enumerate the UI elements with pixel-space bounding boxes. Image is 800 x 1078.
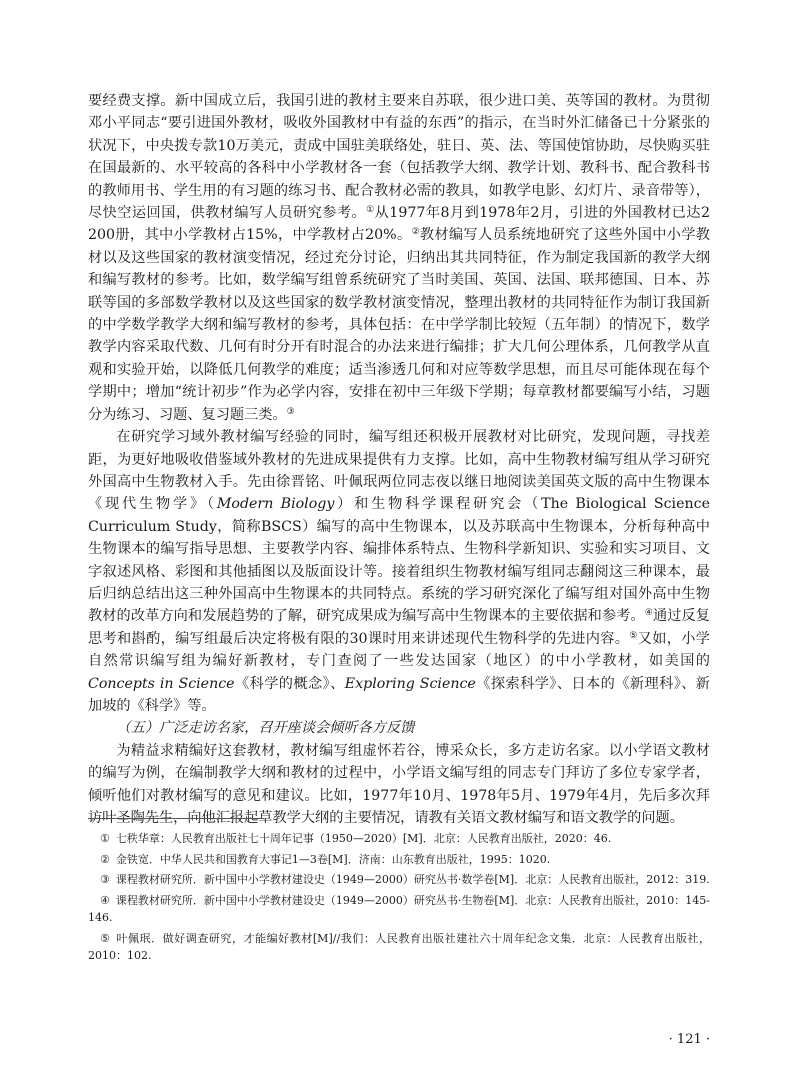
paragraph — [88, 426, 710, 717]
footnote — [88, 892, 710, 927]
footnote-text: 金铁宽．中华人民共和国教育大事记1—3卷[M]．济南：山东教育出版社，1995：1020. — [115, 852, 551, 866]
footnote-mark: ⑤ — [100, 931, 111, 945]
footnote-reference: ③ — [286, 406, 295, 417]
text-run: 从1977年8月到1978年2月，引进的外国教材已达2 200册，其中小学教材占15%，中学教材占20%。 — [88, 205, 710, 244]
footnote-divider — [88, 818, 264, 819]
footnote-text: 课程教材研究所．新中国中小学教材建设史（1949—2000）研究丛书·生物卷[M]．北京：人民教育出版社，2010：145-146. — [88, 893, 710, 924]
body-text — [88, 90, 710, 829]
text-run: 为精益求精编好这套教材，教材编写组虚怀若谷，博采众长，多方走访名家。以小学语文教材的编写为例，在编制教学大纲和教材的过程中，小学语文编写组的同志专门拜访了多位专家学者，倾听他们对教材编写的意见和建议。比如，1977年10月、1978年5月、1979年4月，先后多次拜访叶圣陶先生，向他汇报起草教学大纲的主要情况，请教有关语文教材编写和语文教学的问题。 — [88, 742, 710, 826]
text-run: 通过反复思考和斟酌，编写组最后决定将极有限的30课时用来讲述现代生物科学的先进内容。 — [88, 608, 710, 647]
text-run: 要经费支撑。新中国成立后，我国引进的教材主要来自苏联，很少进口美、英等国的教材。为贯彻邓小平同志“要引进国外教材，吸收外国教材中有益的东西”的指示，在当时外汇储备已十分紧张的状况下，中央拨专款10万美元，责成中国驻美联络处，驻日、英、法、等国使馆协助，尽快购买驻在国最新的、水平较高的各科中小学教材各一套（包括教学大纲、教学计划、教科书、配合教科书的教师用书、学生用的有习题的练习书、配合教材必需的教具，如教学电影、幻灯片、录音带等），尽快空运回国，供教材编写人员研究参考。 — [88, 93, 710, 222]
text-run: 在研究学习域外教材编写经验的同时，编写组还积极开展教材对比研究，发现问题，寻找差距，为更好地吸收借鉴域外教材的先进成果提供有力支撑。比如，高中生物教材编写组从学习研究外国高中生物教材入手。先由徐晋铭、叶佩珉两位同志夜以继日地阅读美国英文版的高中生物课本《现代生物学》（ — [88, 429, 710, 513]
footnote-text: 叶佩珉．做好调查研究，才能编好教材[M]//我们：人民教育出版社建社六十周年纪念文集．北京：人民教育出版社，2010：102. — [88, 931, 710, 962]
text-run: 又如，小学自然常识编写组为编好新教材，专门查阅了一些发达国家（地区）的中小学教材，如美国的 — [88, 630, 710, 670]
footnote-reference: ④ — [644, 608, 653, 619]
footnote-mark: ② — [100, 852, 110, 866]
footnote-text: 课程教材研究所．新中国中小学教材建设史（1949—2000）研究丛书·数学卷[M]．北京：人民教育出版社，2012：319. — [115, 873, 710, 886]
italic-title: Modern Biology — [216, 496, 335, 513]
text-run: 《探索科学》、日本的《新理科》、新加坡的《科学》等。 — [88, 675, 710, 714]
italic-title: Concepts in Science — [88, 675, 235, 692]
text-run: 《科学的概念》、 — [234, 675, 345, 692]
footnote — [88, 830, 710, 848]
footnote-reference: ② — [411, 227, 420, 238]
text-run: （五）广泛走访名家，召开座谈会倾听各方反馈 — [116, 720, 415, 737]
paragraph — [88, 740, 710, 830]
footnote-mark: ④ — [100, 893, 110, 907]
footnote — [88, 930, 710, 965]
section-subheading — [88, 717, 710, 739]
footnote-text: 七秩华章：人民教育出版社七十周年记事（1950—2020）[M]．北京：人民教育出版社，2020：46. — [115, 832, 612, 845]
footnote-reference: ① — [366, 205, 375, 216]
text-run: ）和生物科学课程研究会（The Biological Science Curriculum Study，简称BSCS）编写的高中生物课本，以及苏联高中生物课本，分析每种高中生物课本的编写指导思想、主要教学内容、编排体系特点、生物科学新知识、实验和实习项目、文字叙述风格、彩图和其他插图以及版面设计等。接着组织生物教材编写组同志翻阅这三种课本，最后归纳总结出这三种外国高中生物课本的共同特点。系统的学习研究深化了编写组对国外高中生物教材的改革方向和发展趋势的了解，研究成果成为编写高中生物课本的主要依据和参考。 — [88, 496, 710, 625]
footnote-mark: ① — [100, 832, 110, 845]
text-run: 教材编写人员系统地研究了这些外国中小学教材以及这些国家的教材演变情况，经过充分讨论，归纳出其共同特征，作为制定我国新的教学大纲和编写教材的参考。比如，数学编写组曾系统研究了当时美国、英国、法国、联邦德国、日本、苏联等国的多部数学教材以及这些国家的数学教材演变情况，整理出教材的共同特征作为制订我国新的中学数学教学大纲和编写教材的参考，具体包括：在中学学制比较短（五年制）的情况下，数学教学内容采取代数、几何有时分开有时混合的办法来进行编排；扩大几何公理体系，几何教学从直观和实验开始，以降低几何教学的难度；适当渗透几何和对应等数学思想，而且尽可能体现在每个学期中；增加“统计初步”作为必学内容，安排在初中三年级下学期；每章教材都要编写小结，习题分为练习、习题、复习题三类。 — [88, 227, 710, 423]
footnote — [88, 871, 710, 889]
footnotes — [88, 830, 710, 968]
paragraph — [88, 90, 710, 426]
italic-title: Exploring Science — [344, 675, 476, 692]
footnote — [88, 851, 710, 869]
footnote-mark: ③ — [100, 873, 110, 886]
footnote-reference: ⑤ — [629, 630, 638, 641]
page-number: · 121 · — [668, 1032, 710, 1047]
